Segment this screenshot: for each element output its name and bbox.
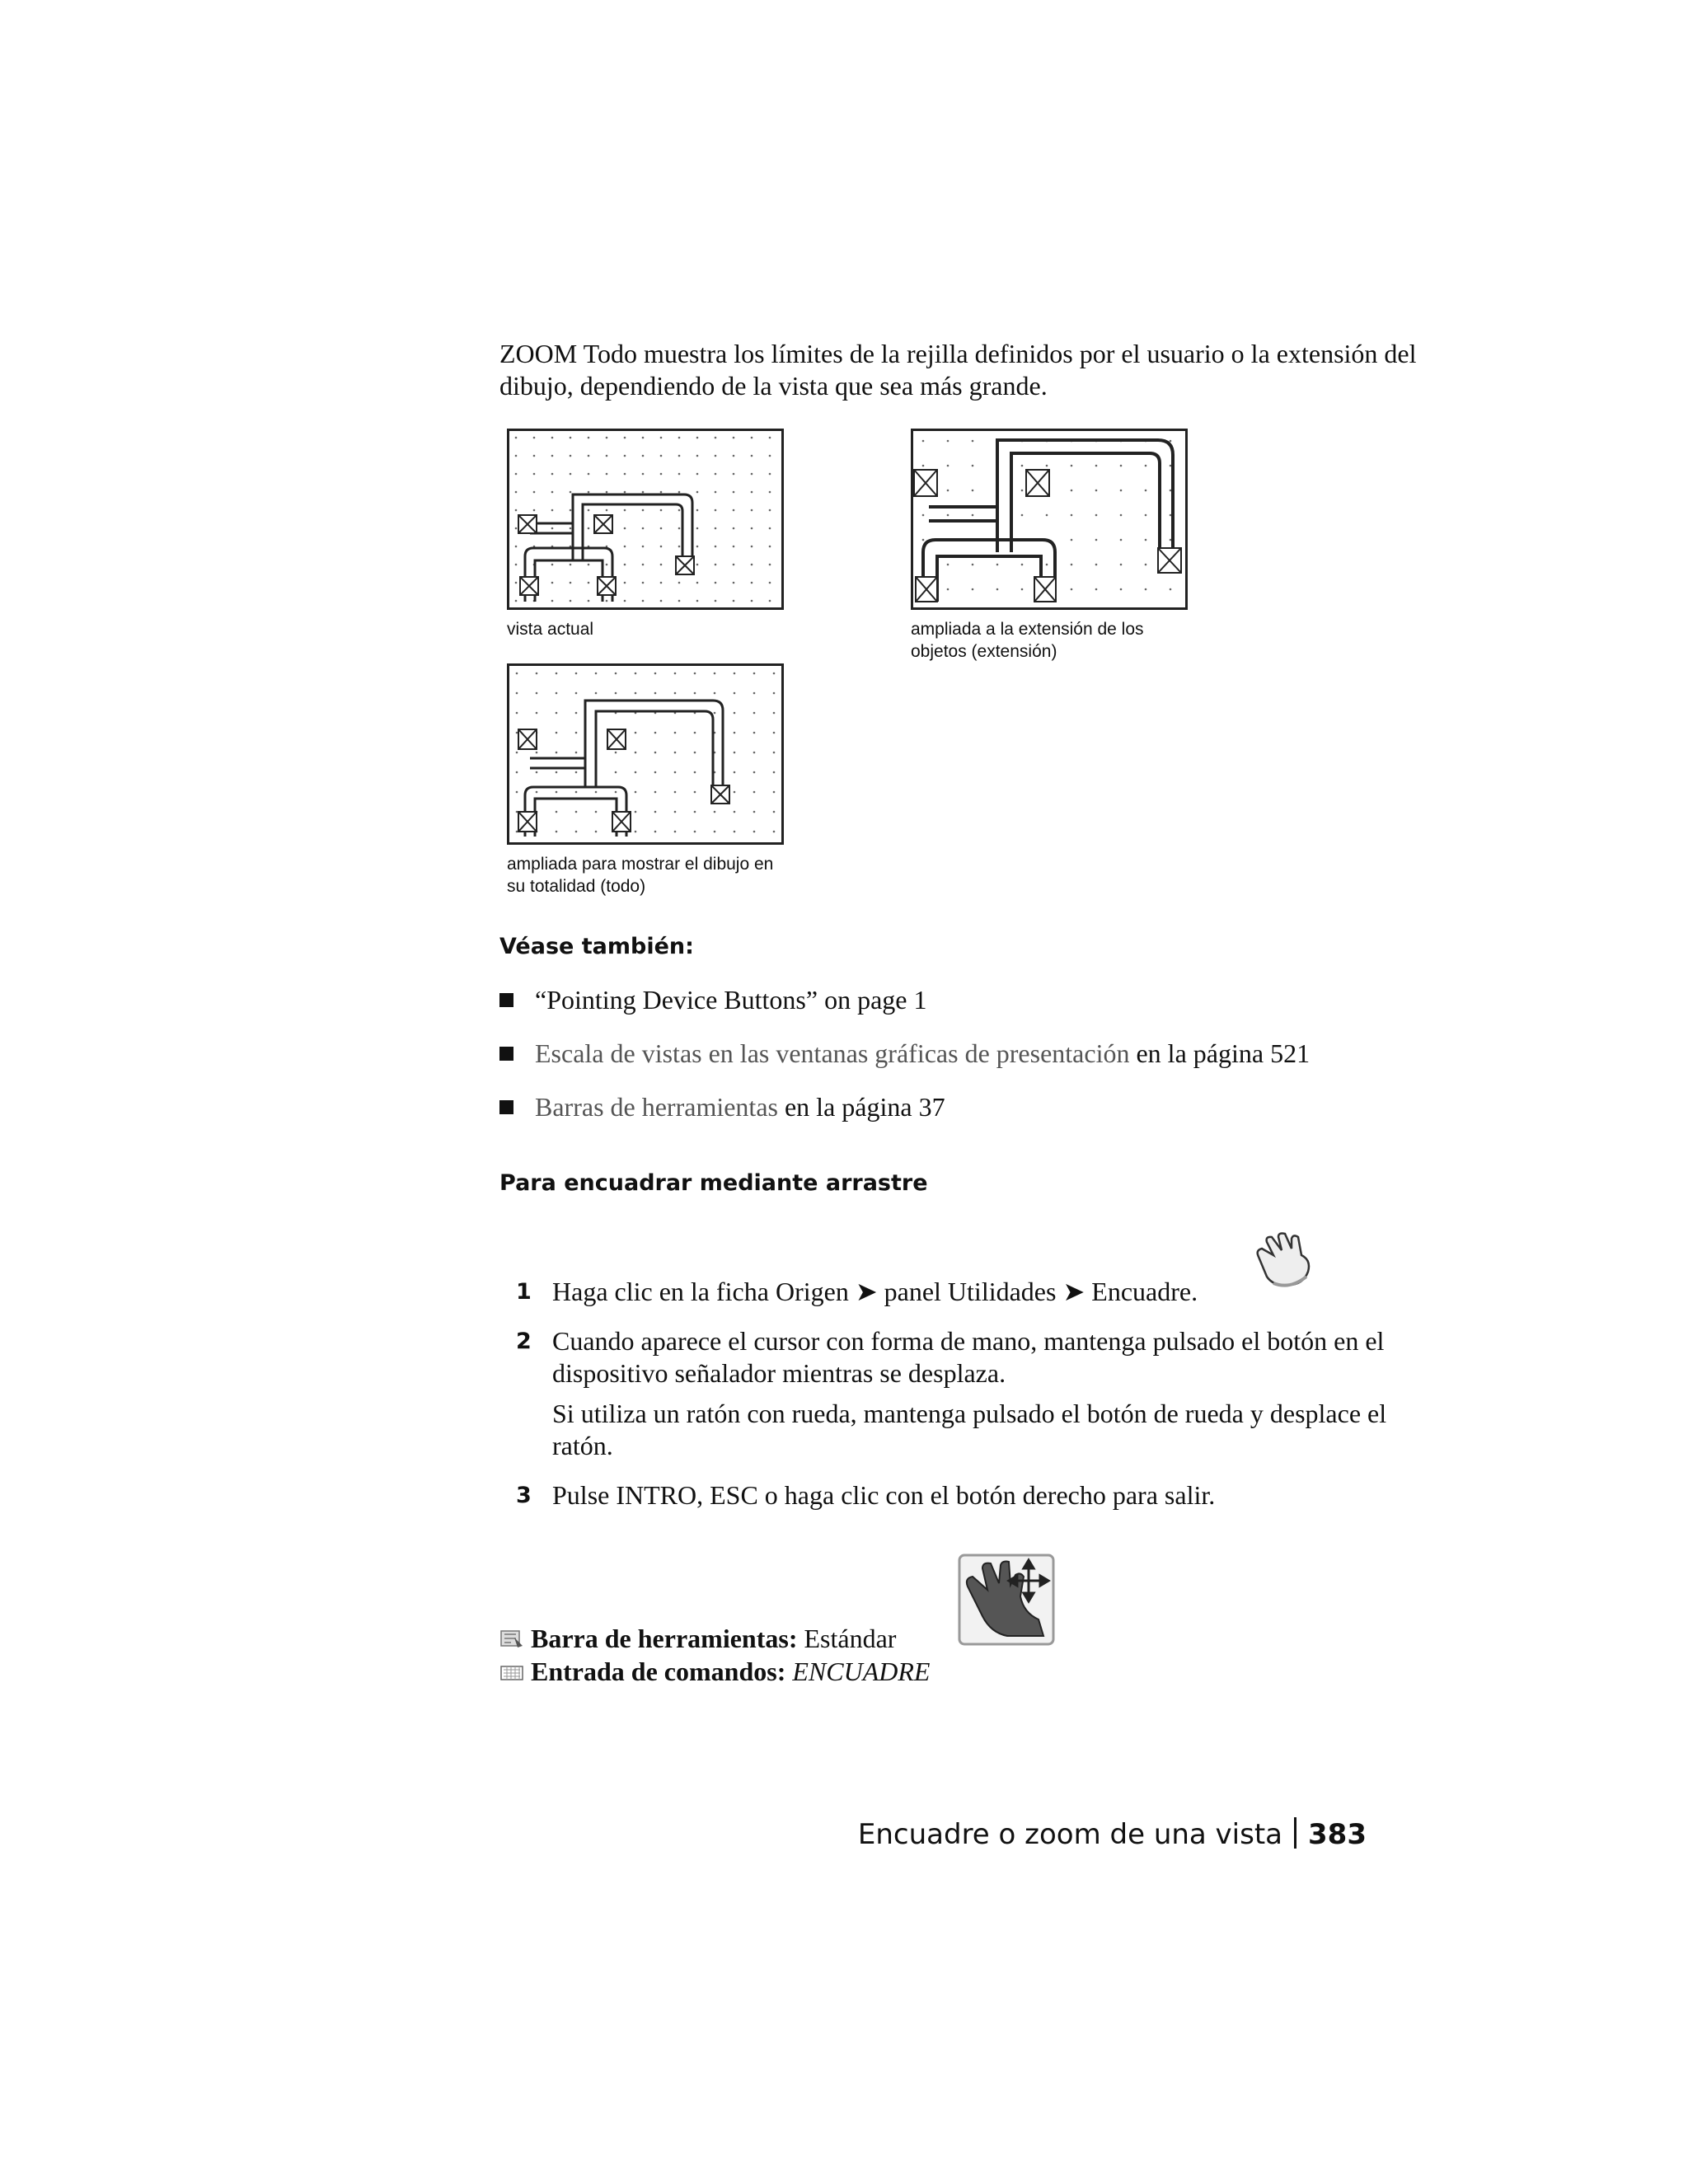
pan-toolbar-button-icon[interactable] <box>958 1554 1055 1646</box>
step-text: Haga clic en la ficha Origen ➤ panel Utilidades ➤ Encuadre. <box>552 1277 1198 1306</box>
step-note: Si utiliza un ratón con rueda, mantenga pulsado el botón de rueda y desplace el ratón. <box>552 1399 1387 1460</box>
step-number: 1 <box>516 1279 532 1305</box>
see-also-item[interactable]: “Pointing Device Buttons” on page 1 <box>499 985 926 1015</box>
caption-extents-view: ampliada a la extensión de los objetos (extensión) <box>911 620 1144 661</box>
keyboard-icon <box>499 1658 524 1689</box>
procedure-title: Para encuadrar mediante arrastre <box>499 1170 928 1196</box>
footer-separator <box>1294 1817 1296 1849</box>
caption-current-view: vista actual <box>507 620 594 639</box>
bullet-icon <box>499 1047 513 1061</box>
footer-title: Encuadre o zoom de una vista <box>857 1818 1283 1851</box>
step-text: Cuando aparece el cursor con forma de mano, mantenga pulsado el botón en el dispositivo señalador mientras se desplaza. <box>552 1326 1385 1388</box>
bullet-icon <box>499 993 513 1007</box>
toolbar-icon <box>499 1625 524 1656</box>
command-reference: Entrada de comandos: ENCUADRE <box>499 1657 930 1689</box>
step-number: 2 <box>516 1329 532 1354</box>
figure-all-view <box>507 663 784 845</box>
see-also-title: Véase también: <box>499 934 694 959</box>
bullet-icon <box>499 1100 513 1114</box>
procedure-step <box>516 1325 1439 1462</box>
see-also-link[interactable]: Barras de herramientas <box>535 1092 778 1122</box>
page-footer <box>858 1817 1367 1851</box>
figure-extents-view <box>911 429 1188 610</box>
intro-paragraph: ZOOM Todo muestra los límites de la rejilla definidos por el usuario o la extensión del dibujo, dependiendo de la vista que sea más grande. <box>499 339 1417 401</box>
figure-current-view <box>507 429 784 610</box>
step-text: Pulse INTRO, ESC o haga clic con el botón derecho para salir. <box>552 1480 1216 1510</box>
see-also-item[interactable]: Barras de herramientas en la página 37 <box>499 1092 945 1122</box>
step-number: 3 <box>516 1483 532 1508</box>
toolbar-reference: Barra de herramientas: Estándar <box>499 1624 896 1656</box>
see-also-link[interactable]: Escala de vistas en las ventanas gráficas de presentación <box>535 1038 1130 1068</box>
caption-all-view: ampliada para mostrar el dibujo en su totalidad (todo) <box>507 855 774 896</box>
procedure-step <box>516 1479 1439 1511</box>
see-also-item[interactable]: Escala de vistas en las ventanas gráficas de presentación en la página 521 <box>499 1038 1310 1069</box>
procedure-step <box>516 1276 1439 1308</box>
page-number: 383 <box>1308 1818 1367 1851</box>
